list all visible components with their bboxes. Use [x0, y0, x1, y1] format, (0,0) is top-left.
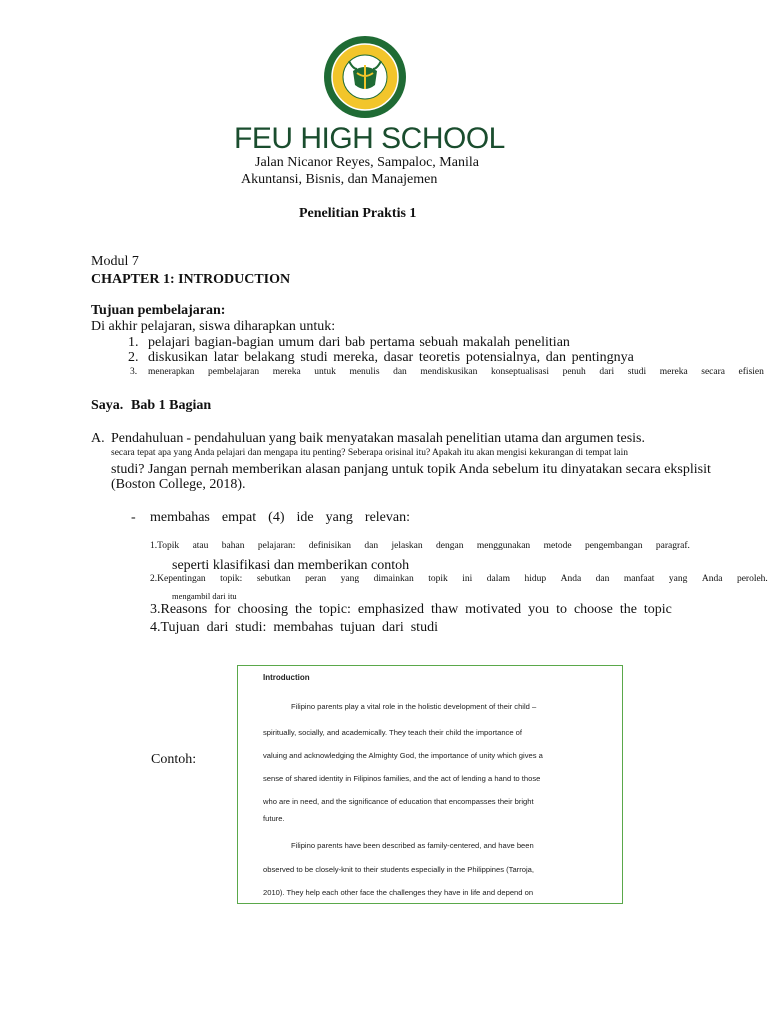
- idea-1-continued: seperti klasifikasi dan memberikan contoh: [172, 558, 410, 573]
- word: dan: [545, 350, 566, 365]
- word: dan: [393, 367, 407, 377]
- word: definisikan: [308, 541, 351, 551]
- school-strand: Akuntansi, Bisnis, dan Manajemen: [241, 172, 438, 187]
- word: empat: [221, 510, 257, 525]
- word: penelitian: [514, 335, 570, 350]
- word: masalah: [396, 431, 443, 446]
- module-label: Modul 7: [91, 254, 139, 269]
- bullet-text: [150, 510, 410, 526]
- word: the: [619, 602, 637, 617]
- word: choosing: [237, 602, 288, 617]
- sample-line: who are in need, and the significance of education that encompasses their bright: [263, 797, 534, 806]
- word: dasar: [383, 350, 414, 365]
- idea-4: [150, 620, 438, 636]
- word: diskusikan: [148, 350, 208, 365]
- word: to: [556, 602, 567, 617]
- sample-line: sense of shared identity in Filipinos families, and the act of lending a hand to those: [263, 774, 541, 783]
- school-seal-icon: [323, 35, 407, 119]
- word: 1.Topik: [150, 541, 180, 551]
- word: dari: [599, 367, 615, 377]
- item-a-line-1: [111, 431, 645, 447]
- word: secara: [701, 367, 725, 377]
- word: yang: [340, 574, 360, 584]
- word: belakang: [244, 350, 295, 365]
- word: jelaskan: [391, 541, 423, 551]
- word: dan: [595, 574, 610, 584]
- word: Pendahuluan: [111, 431, 184, 446]
- sample-line: Filipino parents have been described as family-centered, and have been: [291, 841, 534, 850]
- word: emphasized: [357, 602, 424, 617]
- word: menulis: [349, 367, 380, 377]
- document-title: Penelitian Praktis 1: [299, 206, 417, 221]
- word: penelitian: [445, 431, 502, 446]
- word: Anda: [701, 574, 723, 584]
- word: thaw: [430, 602, 459, 617]
- word: potensialnya,: [465, 350, 541, 365]
- objective-number: 1.: [128, 335, 139, 350]
- sample-line: observed to be closely-knit to their students especially in the Philippines (Tarroja,: [263, 865, 534, 874]
- word: dari: [318, 335, 341, 350]
- word: peran: [305, 574, 327, 584]
- word: mereka: [272, 367, 301, 377]
- sample-line: Filipino parents play a vital role in the holistic development of their child –: [291, 702, 537, 711]
- word: mendiskusikan: [420, 367, 478, 377]
- word: utama: [504, 431, 539, 446]
- word: for: [214, 602, 231, 617]
- section-title: Bab 1 Bagian: [131, 398, 212, 413]
- item-a-letter: A.: [91, 431, 105, 446]
- word: paragraf.: [655, 541, 690, 551]
- objective-item-1: [148, 335, 570, 351]
- word: pengembangan: [584, 541, 643, 551]
- sample-line: spiritually, socially, and academically. They teach their child the importance of: [263, 728, 523, 737]
- word: dan: [541, 431, 562, 446]
- word: bab: [344, 335, 366, 350]
- word: studi: [410, 620, 438, 635]
- word: sebuah: [419, 335, 459, 350]
- sample-introduction-image: [237, 665, 623, 904]
- word: efisien: [738, 367, 764, 377]
- word: studi: [300, 350, 328, 365]
- word: dan: [364, 541, 379, 551]
- word: Anda: [560, 574, 582, 584]
- idea-1: [150, 541, 690, 551]
- word: membahas: [273, 620, 334, 635]
- word: topik:: [220, 574, 243, 584]
- word: pelajari: [148, 335, 190, 350]
- word: pertama: [369, 335, 415, 350]
- word: untuk: [314, 367, 336, 377]
- word: ini: [462, 574, 473, 584]
- word: makalah: [462, 335, 511, 350]
- word: topik: [428, 574, 448, 584]
- word: mereka,: [333, 350, 378, 365]
- word: yang: [268, 431, 296, 446]
- word: topic:: [319, 602, 351, 617]
- word: 4.Tujuan: [150, 620, 200, 635]
- word: manfaat: [623, 574, 655, 584]
- word: bagian-bagian: [194, 335, 274, 350]
- word: yang: [668, 574, 688, 584]
- word: pembelajaran: [207, 367, 260, 377]
- word: -: [186, 431, 192, 446]
- word: dimainkan: [373, 574, 414, 584]
- word: motivated: [465, 602, 522, 617]
- word: latar: [213, 350, 239, 365]
- word: pendahuluan: [194, 431, 266, 446]
- bullet-dash: -: [131, 510, 136, 525]
- idea-2-continued: mengambil dari itu: [172, 591, 237, 601]
- word: studi: [627, 367, 647, 377]
- objective-item-2: [148, 350, 634, 366]
- item-a-line-2: secara tepat apa yang Anda pelajari dan mengapa itu penting? Seberapa orisinal itu? Apakah itu akan mengisi kekurangan di tempat lain: [111, 448, 629, 458]
- word: atau: [192, 541, 209, 551]
- word: dari: [382, 620, 404, 635]
- word: yang: [325, 510, 353, 525]
- word: ide: [296, 510, 314, 525]
- word: you: [528, 602, 550, 617]
- word: studi:: [235, 620, 267, 635]
- objectives-heading: Tujuan pembelajaran:: [91, 303, 226, 318]
- school-name: FEU HIGH SCHOOL: [234, 122, 505, 155]
- word: (4): [268, 510, 285, 525]
- sample-line: 2010). They help each other face the challenges they have in life and depend on: [263, 888, 534, 897]
- word: konseptualisasi: [490, 367, 549, 377]
- word: pentingnya: [571, 350, 634, 365]
- word: baik: [299, 431, 324, 446]
- word: pelajaran:: [257, 541, 296, 551]
- word: hidup: [524, 574, 547, 584]
- word: membahas: [150, 510, 210, 525]
- school-address: Jalan Nicanor Reyes, Sampaloc, Manila: [255, 155, 479, 170]
- word: tujuan: [340, 620, 376, 635]
- item-a-line-4: (Boston College, 2018).: [111, 477, 246, 492]
- sample-line: future.: [263, 814, 285, 823]
- word: 2.Kepentingan: [150, 574, 206, 584]
- word: relevan:: [364, 510, 410, 525]
- word: menggunakan: [476, 541, 531, 551]
- word: dalam: [486, 574, 510, 584]
- word: choose: [573, 602, 613, 617]
- item-a-line-3: studi? Jangan pernah memberikan alasan panjang untuk topik Anda sebelum itu dinyatakan secara eksplisit: [111, 462, 711, 477]
- word: the: [294, 602, 313, 617]
- word: umum: [278, 335, 315, 350]
- word: menyatakan: [326, 431, 394, 446]
- example-label: Contoh:: [151, 752, 197, 767]
- idea-2: [150, 574, 768, 584]
- objective-number: 3.: [130, 367, 138, 377]
- word: mereka: [659, 367, 688, 377]
- word: menerapkan: [148, 367, 195, 377]
- word: teoretis: [418, 350, 461, 365]
- sample-line: valuing and acknowledging the Almighty God, the importance of unity which gives a: [263, 751, 543, 760]
- objectives-intro: Di akhir pelajaran, siswa diharapkan untuk:: [91, 319, 336, 334]
- word: 3.Reasons: [150, 602, 208, 617]
- objective-item-3: [148, 367, 764, 377]
- word: sebutkan: [256, 574, 291, 584]
- chapter-heading: CHAPTER 1: INTRODUCTION: [91, 272, 291, 287]
- word: bahan: [221, 541, 245, 551]
- sample-heading: Introduction: [263, 673, 310, 682]
- section-label: Saya.: [91, 398, 124, 413]
- word: dengan: [436, 541, 464, 551]
- word: topic: [643, 602, 672, 617]
- word: dari: [206, 620, 229, 635]
- word: penuh: [562, 367, 586, 377]
- word: peroleh.: [736, 574, 768, 584]
- word: metode: [543, 541, 572, 551]
- idea-3: [150, 602, 672, 618]
- objective-number: 2.: [128, 350, 139, 365]
- word: argumen: [564, 431, 614, 446]
- word: tesis.: [616, 431, 645, 446]
